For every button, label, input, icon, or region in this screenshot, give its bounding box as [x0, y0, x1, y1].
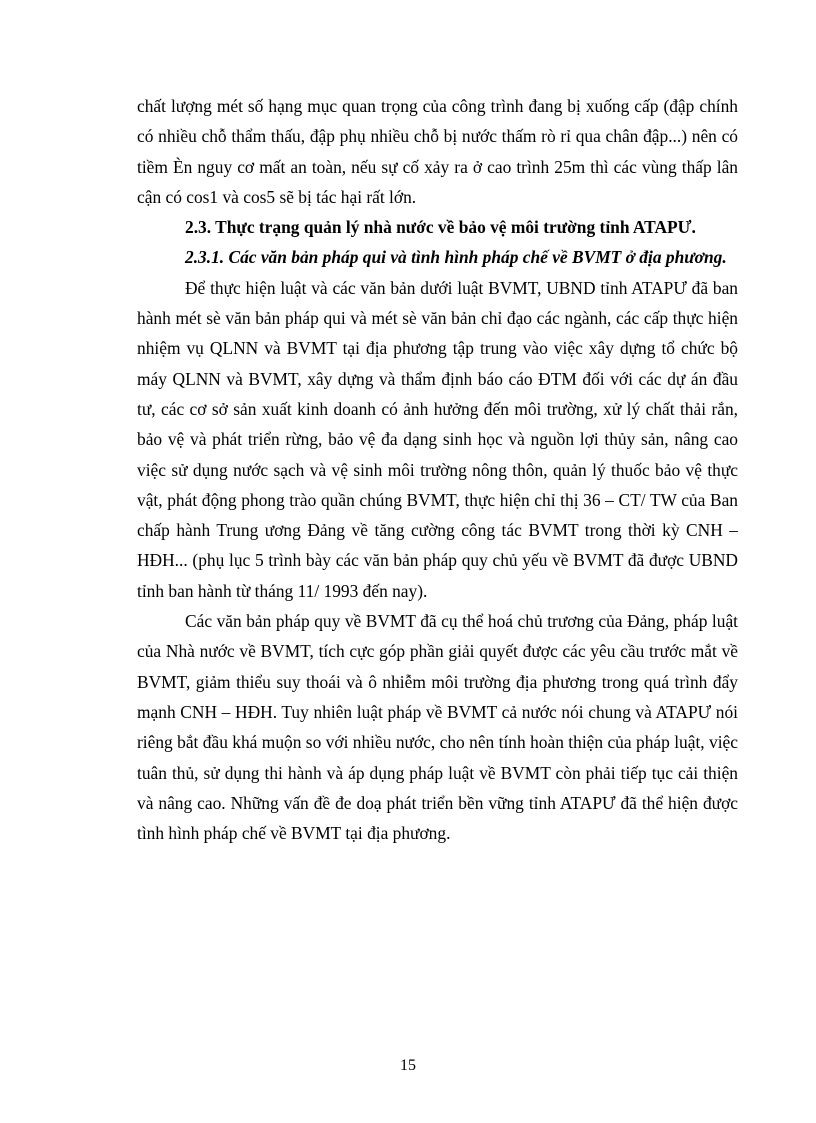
document-body — [137, 91, 738, 848]
subsection-heading: 2.3.1. Các văn bản pháp qui và tình hình pháp chế về BVMT ở địa phương. — [185, 247, 727, 268]
paragraph-continuation: chất lượng mét số hạng mục quan trọng của công trình đang bị xuống cấp (đập chính có nhiều chỗ thẩm thấu, đập phụ nhiều chỗ bị nước thấm rò rỉ qua chân đập...) nên có tiềm Èn nguy cơ mất an toàn, nếu sự cố xảy ra ở cao trình 25m thì các vùng thấp lân cận có cos1 và cos5 sẽ bị tác hại rất lớn. — [137, 96, 738, 207]
page-number: 15 — [400, 1057, 416, 1074]
section-heading: 2.3. Thực trạng quản lý nhà nước về bảo vệ môi trường tỉnh ATAPƯ. — [185, 217, 696, 238]
body-paragraph: Để thực hiện luật và các văn bản dưới luật BVMT, UBND tỉnh ATAPƯ đã ban hành mét sè văn bản pháp qui và mét sè văn bản chỉ đạo các ngành, các cấp thực hiện nhiệm vụ QLNN và BVMT tại địa phương tập trung vào việc xây dựng tổ chức bộ máy QLNN và BVMT, xây dựng và thẩm định báo cáo ĐTM đối với các dự án đầu tư, các cơ sở sản xuất kinh doanh có ảnh hưởng đến môi trường, xử lý chất thải rắn, bảo vệ và phát triển rừng, bảo vệ đa dạng sinh học và nguồn lợi thủy sản, nâng cao việc sử dụng nước sạch và vệ sinh môi trường nông thôn, quản lý thuốc bảo vệ thực vật, phát động phong trào quần chúng BVMT, thực hiện chỉ thị 36 – CT/ TW của Ban chấp hành Trung ương Đảng về tăng cường công tác BVMT trong thời kỳ CNH – HĐH... (phụ lục 5 trình bày các văn bản pháp quy chủ yếu về BVMT đã được UBND tỉnh ban hành từ tháng 11/ 1993 đến nay). — [137, 277, 738, 601]
body-paragraph: Các văn bản pháp quy về BVMT đã cụ thể hoá chủ trương của Đảng, pháp luật của Nhà nước về BVMT, tích cực góp phần giải quyết được các yêu cầu trước mắt về BVMT, giảm thiểu suy thoái và ô nhiễm môi trường địa phương trong quá trình đẩy mạnh CNH – HĐH. Tuy nhiên luật pháp về BVMT cả nước nói chung và ATAPƯ nói riêng bắt đầu khá muộn so với nhiều nước, cho nên tính hoàn thiện của pháp luật, việc tuân thủ, sử dụng thi hành và áp dụng pháp luật về BVMT còn phải tiếp tục cải thiện và nâng cao. Những vấn đề đe doạ phát triển bền vững tỉnh ATAPƯ đã thể hiện được tình hình pháp chế về BVMT tại địa phương. — [137, 611, 738, 844]
